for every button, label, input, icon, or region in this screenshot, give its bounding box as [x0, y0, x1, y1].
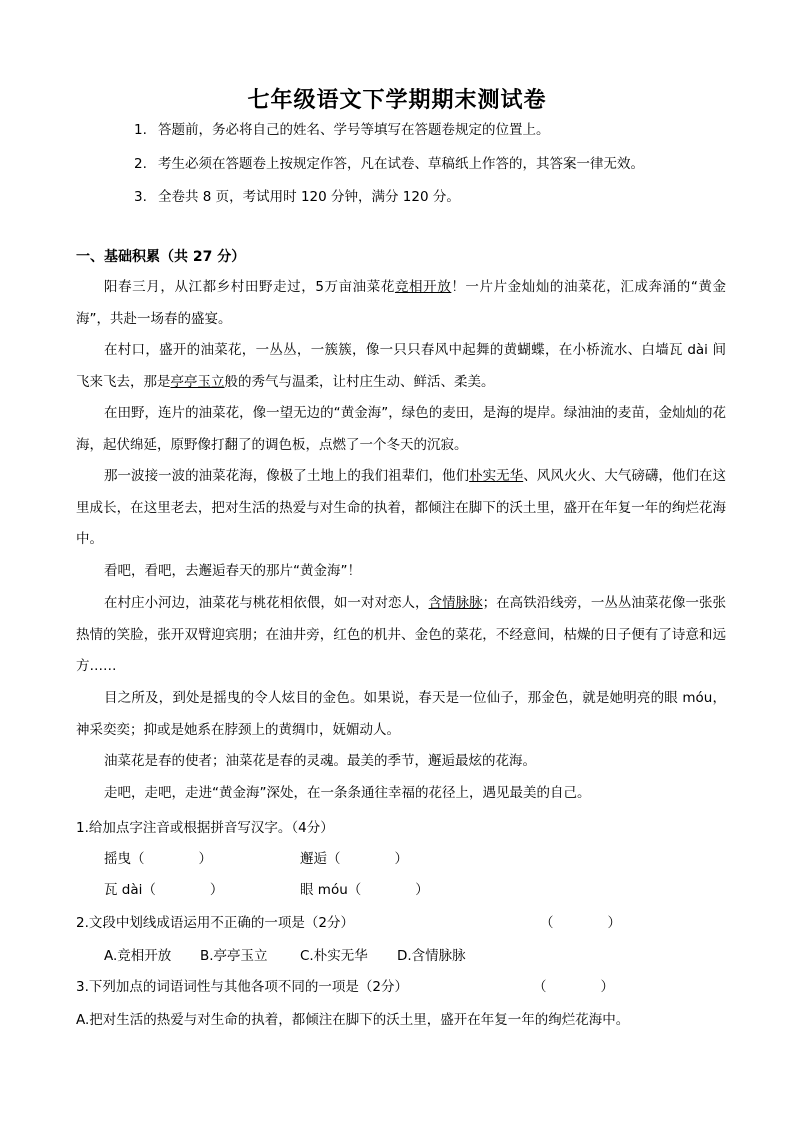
underlined-idiom: 竞相开放 [394, 279, 452, 295]
answer-blank[interactable]: 瓦 dài（ ） [104, 882, 224, 898]
notice-2 [134, 154, 644, 174]
answer-paren[interactable]: （ ） [533, 979, 614, 995]
question-1-stem: 1.给加点字注音或根据拼音写汉字。（4分） [76, 820, 334, 836]
option-d: D.含情脉脉 [397, 948, 466, 964]
page-title: 七年级语文下学期期末测试卷 [247, 87, 547, 113]
passage-paragraph-6: 在村庄小河边，油菜花与桃花相依偎，如一对对恋人，含情脉脉；在高铁沿线旁，一丛丛油菜花像一张张热情的笑脸，张开双臂迎宾朋；在油井旁，红色的机井、金色的菜花，不经意间，枯燥的日子便有了诗意和远方…… [76, 595, 727, 674]
passage-paragraph-1: 阳春三月，从江都乡村田野走过，5万亩油菜花竞相开放！一片片金灿灿的油菜花，汇成奔涌的“黄金海”，共赴一场春的盛宴。 [76, 279, 726, 327]
underlined-idiom: 朴实无华 [469, 468, 524, 484]
option-b: B.亭亭玉立 [200, 948, 268, 964]
notice-3 [134, 187, 460, 207]
notice-text: 全卷共 8 页，考试用时 120 分钟，满分 120 分。 [158, 189, 460, 205]
notice-number: 2. [134, 156, 147, 172]
section-heading: 一、基础积累（共 27 分） [76, 249, 246, 265]
passage-paragraph-8: 油菜花是春的使者；油菜花是春的灵魂。最美的季节，邂逅最炫的花海。 [104, 753, 536, 769]
question-3-stem: 3.下列加点的词语词性与其他各项不同的一项是（2分） [76, 979, 408, 995]
notice-1 [134, 120, 550, 140]
passage-paragraph-4: 那一波接一波的油菜花海，像极了土地上的我们祖辈们，他们朴实无华、风风火火、大气磅礴，他们在这里成长，在这里老去，把对生活的热爱与对生命的执着，都倾注在脚下的沃土里，盛开在年复一年的绚烂花海中。 [76, 468, 727, 547]
passage-paragraph-3: 在田野，连片的油菜花，像一望无边的“黄金海”，绿色的麦田，是海的堤岸。绿油油的麦苗，金灿灿的花海，起伏绵延，原野像打翻了的调色板，点燃了一个冬天的沉寂。 [76, 405, 726, 453]
underlined-idiom: 亭亭玉立 [170, 373, 225, 390]
option-a: A.竞相开放 [104, 948, 172, 964]
question-2-stem: 2.文段中划线成语运用不正确的一项是（2分） [76, 915, 354, 931]
answer-blank[interactable]: 眼 móu（ ） [300, 882, 429, 898]
option-c: C.朴实无华 [300, 948, 368, 964]
passage-paragraph-7: 目之所及，到处是摇曳的令人炫目的金色。如果说，春天是一位仙子，那金色，就是她明亮的眼 móu，神采奕奕；抑或是她系在脖颈上的黄绸巾，妩媚动人。 [76, 690, 726, 738]
answer-paren[interactable]: （ ） [540, 915, 621, 931]
answer-blank[interactable]: 邂逅（ ） [300, 851, 408, 867]
notice-number: 3. [134, 189, 147, 205]
passage-paragraph-2: 在村口，盛开的油菜花，一丛丛，一簇簇，像一只只春风中起舞的黄蝴蝶，在小桥流水、白墙瓦 dài 间飞来飞去，那是亭亭玉立般的秀气与温柔，让村庄生动、鲜活、柔美。 [76, 342, 726, 390]
notice-text: 考生必须在答题卷上按规定作答，凡在试卷、草稿纸上作答的，其答案一律无效。 [158, 156, 644, 172]
option-a: A.把对生活的热爱与对生命的执着，都倾注在脚下的沃土里，盛开在年复一年的绚烂花海中。 [76, 1012, 630, 1028]
passage-paragraph-5: 看吧，看吧，去邂逅春天的那片“黄金海”！ [104, 563, 361, 579]
notice-text: 答题前，务必将自己的姓名、学号等填写在答题卷规定的位置上。 [158, 122, 550, 138]
notice-number: 1. [134, 122, 147, 138]
answer-blank[interactable]: 摇曳（ ） [104, 851, 212, 867]
underlined-idiom: 含情脉脉 [428, 595, 483, 611]
passage-paragraph-9: 走吧，走吧，走进“黄金海”深处，在一条条通往幸福的花径上，遇见最美的自己。 [104, 785, 591, 801]
